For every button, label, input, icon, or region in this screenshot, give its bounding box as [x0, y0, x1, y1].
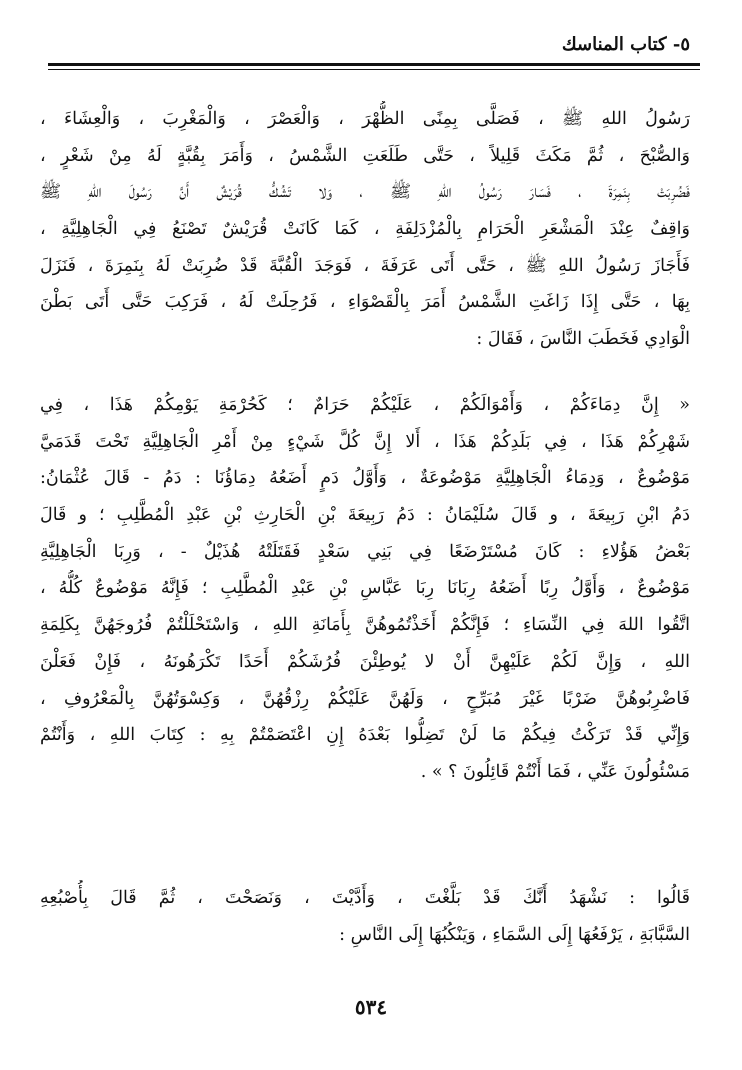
text-line: بَعْضُ هَؤُلاءِ : كَانَ مُسْتَرْضَعًا فِي بَنِي سَعْدٍ فَقَتَلَتْهُ هُذَيْلٌ - ، وَرِبَا الْجَاهِلِيَّةِ [40, 541, 690, 562]
paragraph-narration [40, 101, 690, 358]
text-line: رَسُولُ اللهِ ﷺ ، فَصَلَّى بِمِنًى الظُّهْرَ ، وَالْعَصْرَ ، وَالْمَغْرِبَ ، وَالْعِشَاءَ ، [40, 109, 690, 129]
text-line: « إِنَّ دِمَاءَكُمْ ، وَأَمْوَالَكُمْ ، عَلَيْكُمْ حَرَامٌ ؛ كَحُرْمَةِ يَوْمِكُمْ هَذَا ، فِي [40, 395, 690, 415]
text-line: فَأَجَازَ رَسُولُ اللهِ ﷺ ، حَتَّى أَتَى عَرَفَةَ ، فَوَجَدَ الْقُبَّةَ قَدْ ضُرِبَتْ لَهُ بِنَمِرَةَ ، فَنَزَلَ [40, 255, 690, 276]
text-line: فَاضْرِبُوهُنَّ ضَرْبًا غَيْرَ مُبَرِّحٍ ، وَلَهُنَّ عَلَيْكُمْ رِزْقُهُنَّ ، وَكِسْوَتُهُنَّ بِالْمَعْرُوفِ ، [40, 688, 690, 709]
text-line: وَاقِفٌ عِنْدَ الْمَشْعَرِ الْحَرَامِ بِالْمُزْدَلِفَةِ ، كَمَا كَانَتْ قُرَيْشٌ تَصْنَعُ فِي الْجَاهِلِيَّةِ ، [40, 219, 690, 240]
text-line: وَإِنِّي قَدْ تَرَكْتُ فِيكُمْ مَا لَنْ تَضِلُّوا بَعْدَهُ إِنِ اعْتَصَمْتُمْ بِهِ : كِتَابَ اللهِ ، وَأَنْتُمْ [40, 725, 690, 746]
text-line: فَضُرِبَتْ بِنَمِرَةَ ، فَسَارَ رَسُولُ اللهِ ﷺ ، وَلا تَشُكُّ قُرَيْشٌ أَنَّ رَسُولَ اللهِ ﷺ [40, 182, 690, 203]
text-line: اللهِ ، وَإِنَّ لَكُمْ عَلَيْهِنَّ أَنْ لا يُوطِئْنَ فُرُشَكُمْ أَحَدًا تَكْرَهُونَهُ ، فَإِنْ فَعَلْنَ [40, 651, 690, 672]
paragraph-sermon [40, 387, 690, 791]
header-rule-thin [48, 69, 700, 70]
text-line: مَسْئُولُونَ عَنِّي ، فَمَا أَنْتُمْ قَائِلُونَ ؟ » . [420, 761, 690, 782]
text-line: قَالُوا : نَشْهَدُ أَنَّكَ قَدْ بَلَّغْتَ ، وَأَدَّيْتَ ، وَنَصَحْتَ ، ثُمَّ قَالَ بِأُصْبُعِهِ [40, 888, 690, 908]
text-line: مَوْضُوعٌ ، وَدِمَاءُ الْجَاهِلِيَّةِ مَوْضُوعَةٌ ، وَأَوَّلُ دَمٍ أَضَعُهُ دِمَاؤُنَا : دَمُ - قَالَ عُثْمَانُ: [40, 468, 690, 489]
chapter-header: ٥- كتاب المناسك [561, 34, 690, 55]
page-number: ٥٣٤ [354, 995, 388, 1019]
text-line: وَالصُّبْحَ ، ثُمَّ مَكَثَ قَلِيلاً ، حَتَّى طَلَعَتِ الشَّمْسُ ، وَأَمَرَ بِقُبَّةٍ لَهُ مِنْ شَعْرٍ ، [40, 145, 690, 166]
text-line: شَهْرِكُمْ هَذَا ، فِي بَلَدِكُمْ هَذَا ، أَلا إِنَّ كُلَّ شَيْءٍ مِنْ أَمْرِ الْجَاهِلِيَّةِ تَحْتَ قَدَمَيَّ [40, 431, 690, 452]
text-line: السَّبَّابَةِ ، يَرْفَعُهَا إِلَى السَّمَاءِ ، وَيَنْكُبُهَا إِلَى النَّاسِ : [339, 924, 690, 945]
paragraph-response [40, 880, 690, 953]
text-line: الْوَادِي فَخَطَبَ النَّاسَ ، فَقَالَ : [476, 329, 690, 350]
text-line: دَمُ ابْنِ رَبِيعَةَ ، و قَالَ سُلَيْمَانُ : دَمُ رَبِيعَةَ بْنِ الْحَارِثِ بْنِ عَبْدِ الْمُطَّلِبِ ؛ و قَالَ [40, 505, 690, 526]
text-line: اتَّقُوا اللهَ فِي النِّسَاءِ ؛ فَإِنَّكُمْ أَخَذْتُمُوهُنَّ بِأَمَانَةِ اللهِ ، وَاسْتَحْلَلْتُمْ فُرُوجَهُنَّ بِكَلِمَةِ [40, 615, 690, 636]
text-line: مَوْضُوعٌ ، وَأَوَّلُ رِبًا أَضَعُهُ رِبَانَا رِبَا عَبَّاسِ بْنِ عَبْدِ الْمُطَّلِبِ ؛ فَإِنَّهُ مَوْضُوعٌ كُلُّهُ ، [40, 578, 690, 599]
header-rule-thick [48, 63, 700, 66]
text-line: بِهَا ، حَتَّى إِذَا زَاغَتِ الشَّمْسُ أَمَرَ بِالْقَصْوَاءِ ، فَرُحِلَتْ لَهُ ، فَرَكِبَ حَتَّى أَتَى بَطْنَ [40, 292, 690, 313]
